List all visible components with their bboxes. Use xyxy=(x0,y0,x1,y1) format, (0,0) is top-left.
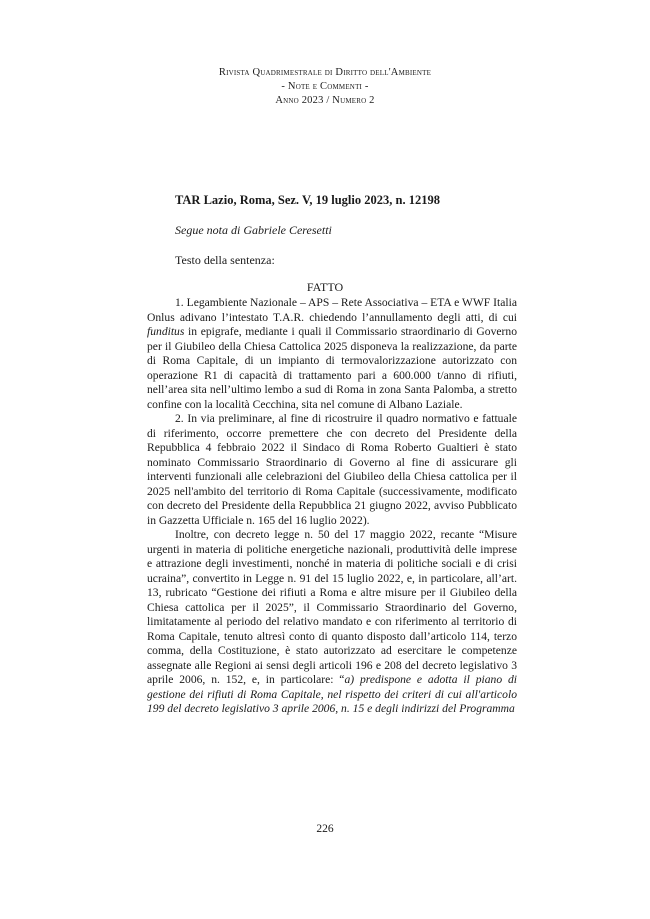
journal-section: - Note e Commenti - xyxy=(281,81,369,92)
page-number: 226 xyxy=(316,823,334,835)
italic-term: funditus xyxy=(147,325,185,338)
case-title: TAR Lazio, Roma, Sez. V, 19 luglio 2023, n. 12198 xyxy=(175,193,440,207)
italic-quote: a) predispone e adotta il piano di gestione dei rifiuti di Roma Capitale, nel rispetto dei criteri di cui all'articolo 199 del decreto legislativo 3 aprile 2006, n. 15 e degli indirizzi del Programma xyxy=(147,673,517,715)
text-label: Testo della sentenza: xyxy=(175,253,275,267)
journal-title: Rivista Quadrimestrale di Diritto dell'Ambiente xyxy=(218,67,432,78)
paragraph-3: Inoltre, con decreto legge n. 50 del 17 maggio 2022, recante “Misure urgenti in materia di politiche energetiche nazionali, produttività delle imprese e attrazione degli investimenti, nonché in materia di politiche sociali e di crisi ucraina”, convertito in Legge n. 91 del 15 luglio 2022, e, in particolare, all’art. 13, rubricato “Gestione dei rifiuti a Roma e altre misure per il Giubileo della Chiesa cattolica per il 2025”, il Commissario Straordinario del Governo, limitatamente al periodo del relativo mandato e con riferimento al territorio di Roma Capitale, tenuto altresì conto di quanto disposto dall’articolo 114, terzo comma, della Costituzione, è stato autorizzato ad esercitare le competenze assegnate alle Regioni ai sensi degli articoli 196 e 208 del decreto legislativo 3 aprile 2006, n. 152, e, in particolare: “a) predispone e adotta il piano di gestione dei rifiuti di Roma Capitale, nel rispetto dei criteri di cui all'articolo 199 del decreto legislativo 3 aprile 2006, n. 15 e degli indirizzi del Programma xyxy=(147,528,517,715)
note-author: Segue nota di Gabriele Ceresetti xyxy=(175,223,332,237)
journal-issue: Anno 2023 / Numero 2 xyxy=(275,95,375,106)
body-text xyxy=(147,296,517,717)
paragraph-1: 1. Legambiente Nazionale – APS – Rete Associativa – ETA e WWF Italia Onlus adivano l’intestato T.A.R. chiedendo l’annullamento degli atti, di cui funditus in epigrafe, mediante i quali il Commissario straordinario di Governo per il Giubileo della Chiesa Cattolica 2025 disponeva la realizzazione, da parte di Roma Capitale, di un impianto di termovalorizzazione autorizzato con operazione R1 di capacità di trattamento pari a 600.000 t/anno di rifiuti, nell’area sita nell’ultimo lembo a sud di Roma in zona Santa Palomba, a stretto confine con la località Cecchina, sita nel comune di Albano Laziale. xyxy=(147,296,517,411)
paragraph-2: 2. In via preliminare, al fine di ricostruire il quadro normativo e fattuale di riferimento, occorre premettere che con decreto del Presidente della Repubblica 4 febbraio 2022 il Sindaco di Roma Roberto Gualtieri è stato nominato Commissario Straordinario di Governo al fine di assicurare gli interventi funzionali alle celebrazioni del Giubileo della Chiesa cattolica per il 2025 nell'ambito del territorio di Roma Capitale (successivamente, modificato con decreto del Presidente della Repubblica 21 giugno 2022, avviso Pubblicato in Gazzetta Ufficiale n. 165 del 16 luglio 2022). xyxy=(147,412,517,527)
journal-header xyxy=(0,66,650,108)
section-heading: FATTO xyxy=(306,280,344,294)
